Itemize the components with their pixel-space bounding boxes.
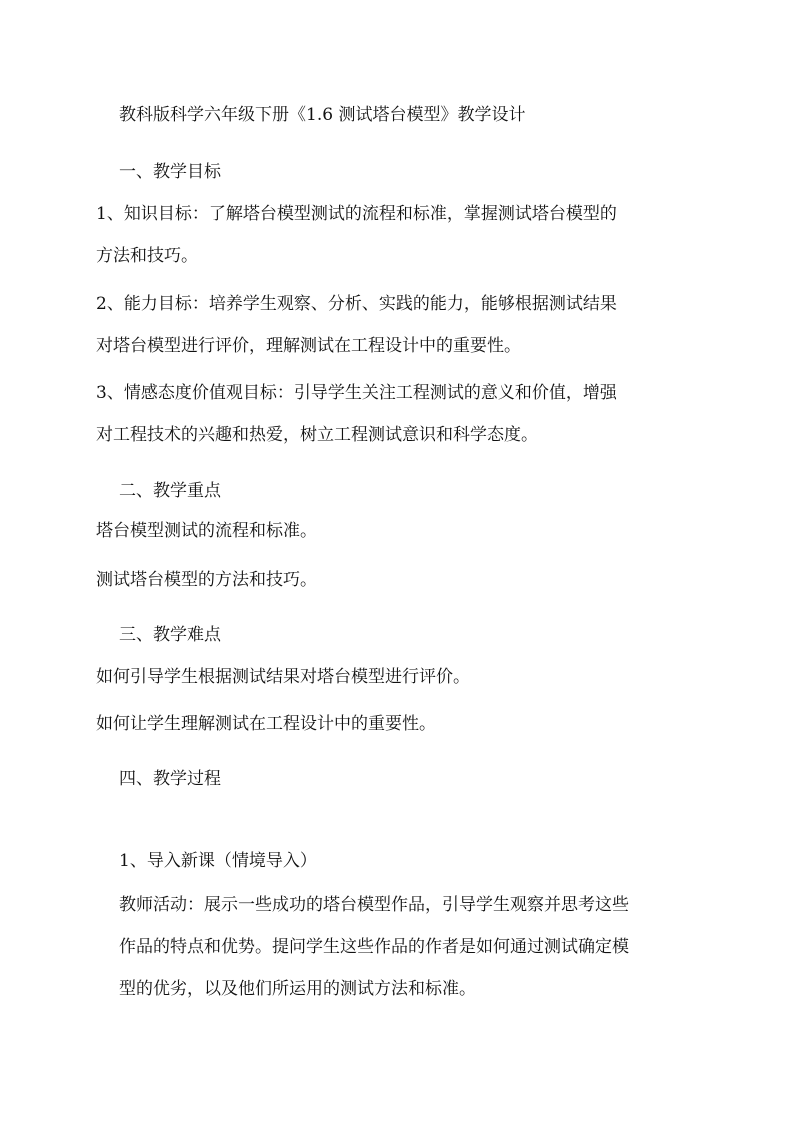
document-title: 教科版科学六年级下册《1.6 测试塔台模型》教学设计 <box>119 105 526 125</box>
key-point-2: 测试塔台模型的方法和技巧。 <box>96 570 317 590</box>
process-step-1-line-3: 型的优劣，以及他们所运用的测试方法和标准。 <box>119 979 476 999</box>
objective-ability-line-1: 2、能力目标：培养学生观察、分析、实践的能力，能够根据测试结果 <box>96 294 617 314</box>
process-step-1-line-2: 作品的特点和优势。提问学生这些作品的作者是如何通过测试确定模 <box>119 937 629 957</box>
key-points-heading: 二、教学重点 <box>119 481 221 501</box>
objective-ability-line-2: 对塔台模型进行评价，理解测试在工程设计中的重要性。 <box>96 336 521 356</box>
key-point-1: 塔台模型测试的流程和标准。 <box>96 521 317 541</box>
difficult-point-2: 如何让学生理解测试在工程设计中的重要性。 <box>96 714 436 734</box>
objective-attitude-line-1: 3、情感态度价值观目标：引导学生关注工程测试的意义和价值，增强 <box>96 383 617 403</box>
difficult-point-1: 如何引导学生根据测试结果对塔台模型进行评价。 <box>96 667 470 687</box>
process-step-1-title: 1、导入新课（情境导入） <box>119 851 317 871</box>
process-step-1-line-1: 教师活动：展示一些成功的塔台模型作品，引导学生观察并思考这些 <box>119 895 629 915</box>
process-heading: 四、教学过程 <box>119 769 221 789</box>
objective-knowledge-line-1: 1、知识目标：了解塔台模型测试的流程和标准，掌握测试塔台模型的 <box>96 204 617 224</box>
objective-attitude-line-2: 对工程技术的兴趣和热爱，树立工程测试意识和科学态度。 <box>96 425 538 445</box>
objective-knowledge-line-2: 方法和技巧。 <box>96 246 198 266</box>
objectives-heading: 一、教学目标 <box>119 162 221 182</box>
difficult-points-heading: 三、教学难点 <box>119 625 221 645</box>
